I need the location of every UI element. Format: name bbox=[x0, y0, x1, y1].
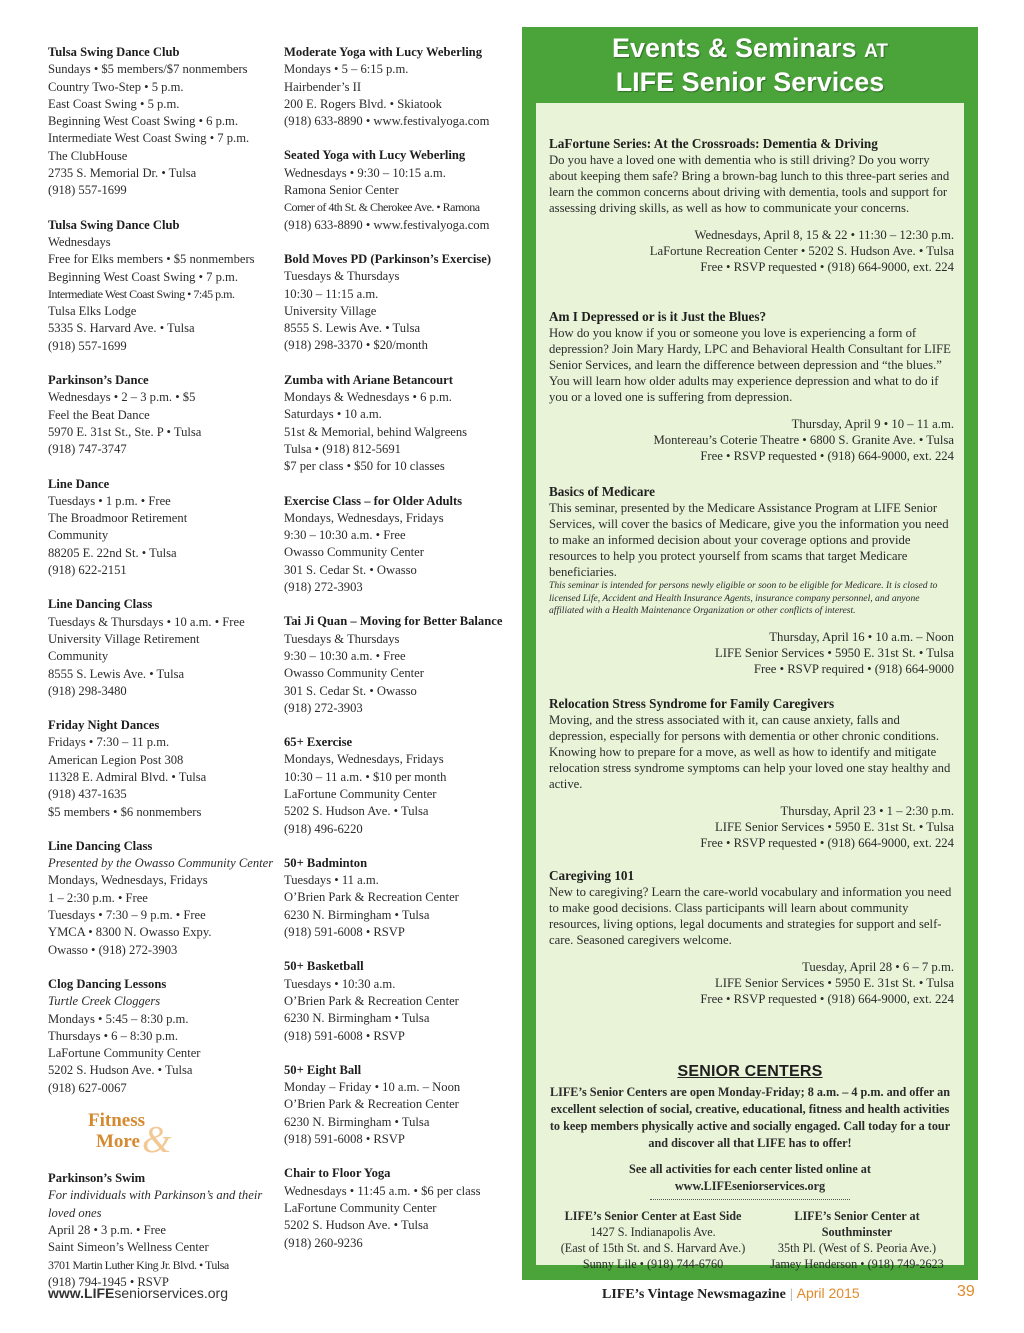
listing-line: Mondays & Wednesdays • 6 p.m. bbox=[284, 390, 452, 405]
listing-line: Ramona Senior Center bbox=[284, 183, 399, 198]
seminar-description: New to caregiving? Learn the care-world vocabulary and information you need to make good decisions. Class participants will learn about community resources, living options, legal documents and strategies for support and self-care. Seasoned caregivers welcome. bbox=[549, 885, 952, 947]
senior-centers-see-online bbox=[536, 1161, 964, 1195]
listing-line: YMCA • 8300 N. Owasso Expy. bbox=[48, 925, 212, 940]
seminar-detail-line: Free • RSVP requested • (918) 664-9000, ext. 224 bbox=[700, 992, 954, 1006]
listing-line: Tulsa • (918) 812-5691 bbox=[284, 441, 401, 456]
listing-line: Tuesdays • 11 a.m. bbox=[284, 873, 379, 888]
listing-line: (918) 437-1635 bbox=[48, 787, 127, 802]
listing-title: 65+ Exercise bbox=[284, 735, 353, 750]
listing-line: 6230 N. Birmingham • Tulsa bbox=[284, 1114, 430, 1129]
senior-centers-description: LIFE’s Senior Centers are open Monday-Friday; 8 a.m. – 4 p.m. and offer an excellent selection of social, creative, educational, fitness and health activities to keep members physically active and socially engaged. Call today for a tour and discover all that LIFE has to offer! bbox=[549, 1085, 951, 1150]
listing-line: Hairbender’s II bbox=[284, 79, 362, 94]
listing-line: Mondays, Wednesdays, Fridays bbox=[284, 752, 444, 767]
listing-line: Owasso Community Center bbox=[284, 666, 424, 681]
seminar-description: Do you have a loved one with dementia who is still driving? Do you worry about keeping them safe? Bring a brown-bag lunch to this three-part series and learn the common concerns about driving with dementia, tools and support for assessing driving skills, as well as how to communicate your concerns. bbox=[549, 153, 950, 215]
listing-line: University Village bbox=[284, 303, 377, 318]
listing-line: 200 E. Rogers Blvd. • Skiatook bbox=[284, 96, 442, 111]
listing-line: Feel the Beat Dance bbox=[48, 407, 150, 422]
seminar-detail-line: Free • RSVP required • (918) 664-9000 bbox=[753, 661, 954, 676]
listing-entry bbox=[284, 613, 514, 717]
see-online-url: www.LIFEseniorservices.org bbox=[674, 1179, 826, 1193]
listing-entry bbox=[284, 44, 514, 130]
listing-title: Zumba with Ariane Betancourt bbox=[284, 372, 453, 387]
seminar-detail-line: Tuesday, April 28 • 6 – 7 p.m. bbox=[802, 960, 954, 974]
seminar-item bbox=[549, 867, 954, 1007]
listing-line: Sundays • $5 members/$7 nonmembers bbox=[48, 62, 248, 77]
listing-subtitle: For individuals with Parkinson’s and their loved ones bbox=[48, 1188, 263, 1220]
listing-line: 5202 S. Hudson Ave. • Tulsa bbox=[284, 1218, 429, 1233]
listing-line: (918) 298-3370 • $20/month bbox=[284, 338, 428, 353]
listing-line: 51st & Memorial, behind Walgreens bbox=[284, 424, 468, 439]
listing-line: (918) 557-1699 bbox=[48, 338, 127, 353]
listing-title: Line Dancing Class bbox=[48, 838, 153, 853]
listing-line: Fridays • 7:30 – 11 p.m. bbox=[48, 735, 170, 750]
seminar-title: LaFortune Series: At the Crossroads: Dementia & Driving bbox=[549, 136, 878, 151]
listing-entry bbox=[48, 596, 276, 700]
listing-line: Tuesdays & Thursdays bbox=[284, 631, 400, 646]
listing-entry bbox=[48, 976, 276, 1097]
seminar-item bbox=[549, 695, 954, 851]
listing-line: Beginning West Coast Swing • 6 p.m. bbox=[48, 114, 238, 129]
listing-line: Wednesdays • 11:45 a.m. • $6 per class bbox=[284, 1183, 481, 1198]
listing-line: 301 S. Cedar St. • Owasso bbox=[284, 683, 417, 698]
listing-title: Seated Yoga with Lucy Weberling bbox=[284, 148, 466, 163]
listing-title: Bold Moves PD (Parkinson’s Exercise) bbox=[284, 251, 492, 266]
listing-line: (918) 747-3747 bbox=[48, 442, 127, 457]
listing-line: Wednesdays bbox=[48, 234, 111, 249]
listings-column-1 bbox=[48, 44, 276, 1308]
seminar-detail-line: Wednesdays, April 8, 15 & 22 • 11:30 – 12:30 p.m. bbox=[694, 228, 954, 242]
seminar-item bbox=[549, 483, 954, 677]
seminar-description: Moving, and the stress associated with it, can cause anxiety, falls and depression, especially for persons with dementia or other chronic conditions. Knowing how to prepare for a move, as well as how to identify and mitigate relocation stress syndrome symptoms can help your loved one stay healthy and active. bbox=[549, 713, 951, 791]
listing-line: Tuesdays • 7:30 – 9 p.m. • Free bbox=[48, 908, 206, 923]
listing-entry bbox=[284, 251, 514, 355]
listing-line: $5 members • $6 nonmembers bbox=[48, 804, 202, 819]
seminar-detail-line: Thursday, April 23 • 1 – 2:30 p.m. bbox=[780, 804, 954, 818]
seminar-details bbox=[549, 416, 954, 464]
fitness-heading-line1: Fitness bbox=[88, 1110, 145, 1132]
listing-title: Line Dancing Class bbox=[48, 597, 153, 612]
footer-publication bbox=[602, 1285, 860, 1303]
listing-line: Monday – Friday • 10 a.m. – Noon bbox=[284, 1080, 461, 1095]
seminar-detail-line: Free • RSVP requested • (918) 664-9000, ext. 224 bbox=[700, 449, 954, 463]
listing-title: 50+ Basketball bbox=[284, 959, 364, 974]
listing-line: (918) 633-8890 • www.festivalyoga.com bbox=[284, 114, 490, 129]
listing-line: Mondays • 5:45 – 8:30 p.m. bbox=[48, 1011, 189, 1026]
events-title-line1: Events & Seminars bbox=[611, 33, 857, 63]
listing-title: Chair to Floor Yoga bbox=[284, 1166, 391, 1181]
seminar-detail-line: Free • RSVP requested • (918) 664-9000, ext. 224 bbox=[700, 260, 954, 274]
listing-line: Intermediate West Coast Swing • 7 p.m. bbox=[48, 131, 250, 146]
seminar-detail-line: Free • RSVP requested • (918) 664-9000, ext. 224 bbox=[700, 836, 954, 850]
listing-entry bbox=[284, 493, 514, 597]
footer-separator: | bbox=[789, 1287, 793, 1302]
seminar-item bbox=[549, 308, 954, 464]
listing-entry bbox=[48, 476, 276, 580]
center-line: 35th Pl. (West of S. Peoria Ave.) bbox=[777, 1241, 937, 1255]
listing-line: O’Brien Park & Recreation Center bbox=[284, 890, 459, 905]
listing-entry bbox=[284, 855, 514, 941]
listing-line: American Legion Post 308 bbox=[48, 752, 184, 767]
listing-line: O’Brien Park & Recreation Center bbox=[284, 1097, 459, 1112]
listing-line: (918) 298-3480 bbox=[48, 683, 127, 698]
listing-title: Exercise Class – for Older Adults bbox=[284, 493, 463, 508]
listing-entry bbox=[48, 838, 276, 959]
listing-line: University Village Retirement bbox=[48, 631, 200, 646]
seminar-title: Am I Depressed or is it Just the Blues? bbox=[549, 309, 767, 324]
footer-url-rest: seniorservices.org bbox=[114, 1285, 228, 1301]
seminar-details bbox=[549, 629, 954, 677]
listing-subtitle: Turtle Creek Cloggers bbox=[48, 994, 161, 1009]
listing-line: Mondays, Wednesdays, Fridays bbox=[48, 873, 208, 888]
listing-line: Mondays, Wednesdays, Fridays bbox=[284, 510, 444, 525]
listing-line: (918) 627-0067 bbox=[48, 1080, 127, 1095]
listing-line: 8555 S. Lewis Ave. • Tulsa bbox=[284, 321, 421, 336]
listing-line: (918) 794-1945 • RSVP bbox=[48, 1274, 169, 1289]
listing-title: 50+ Eight Ball bbox=[284, 1062, 362, 1077]
seminar-description: This seminar, presented by the Medicare Assistance Program at LIFE Senior Services, will cover the basics of Medicare, give you the information you need to make an informed decision about your coverage options and provide resources to help you protect yourself from scams that target Medicare beneficiaries. bbox=[549, 501, 949, 579]
seminar-title: Relocation Stress Syndrome for Family Caregivers bbox=[549, 696, 835, 711]
listing-entry bbox=[48, 717, 276, 821]
center-title: LIFE’s Senior Center at East Side bbox=[564, 1209, 742, 1223]
listing-line: Saint Simeon’s Wellness Center bbox=[48, 1240, 209, 1255]
listing-line: 11328 E. Admiral Blvd. • Tulsa bbox=[48, 769, 207, 784]
center-east-side bbox=[558, 1208, 748, 1272]
listing-line: (918) 591-6008 • RSVP bbox=[284, 1028, 405, 1043]
see-online-text: See all activities for each center listed online at bbox=[629, 1162, 871, 1176]
listing-line: Wednesdays • 2 – 3 p.m. • $5 bbox=[48, 390, 196, 405]
seminar-detail-line: Thursday, April 9 • 10 – 11 a.m. bbox=[791, 417, 954, 431]
listing-line: 5202 S. Hudson Ave. • Tulsa bbox=[284, 804, 429, 819]
fitness-heading-line2: More bbox=[96, 1131, 140, 1153]
listing-title: Moderate Yoga with Lucy Weberling bbox=[284, 45, 482, 59]
center-line: (East of 15th St. and S. Harvard Ave.) bbox=[560, 1241, 746, 1255]
seminar-detail-line: LIFE Senior Services • 5950 E. 31st St. • Tulsa bbox=[714, 645, 954, 660]
listing-line: LaFortune Community Center bbox=[48, 1046, 201, 1061]
listing-entry bbox=[48, 372, 276, 458]
listing-line: LaFortune Community Center bbox=[284, 786, 437, 801]
seminar-detail-line: LIFE Senior Services • 5950 E. 31st St. • Tulsa bbox=[714, 976, 954, 990]
footer-url-bold: www.LIFE bbox=[48, 1285, 115, 1301]
listing-line: (918) 622-2151 bbox=[48, 563, 127, 578]
publication-name: LIFE’s Vintage Newsmagazine bbox=[602, 1287, 786, 1302]
listing-line: 301 S. Cedar St. • Owasso bbox=[284, 562, 417, 577]
center-line: Jamey Henderson • (918) 749-2623 bbox=[770, 1257, 944, 1271]
ampersand-glyph: & bbox=[142, 1119, 172, 1162]
listing-line: Community bbox=[48, 649, 109, 664]
center-title: LIFE’s Senior Center at Southminster bbox=[794, 1209, 920, 1239]
events-panel bbox=[536, 103, 964, 1271]
listing-line: 8555 S. Lewis Ave. • Tulsa bbox=[48, 666, 185, 681]
listing-line: (918) 260-9236 bbox=[284, 1235, 363, 1250]
center-line: 1427 S. Indianapolis Ave. bbox=[590, 1225, 716, 1239]
listing-line: Saturdays • 10 a.m. bbox=[284, 407, 382, 422]
seminar-details bbox=[549, 227, 954, 275]
listing-subtitle: Presented by the Owasso Community Center bbox=[48, 856, 274, 871]
listing-line: (918) 272-3903 bbox=[284, 580, 363, 595]
seminar-description: How do you know if you or someone you love is experiencing a form of depression? Join Mary Hardy, LPC and Behavioral Health Consultant for LIFE Senior Services, and learn the difference between depression and “the blues.” You will learn how older adults may experience depression and what to do if you or a loved one is suffering from depression. bbox=[549, 326, 951, 404]
fitness-more-heading bbox=[48, 1110, 276, 1164]
seminar-details bbox=[549, 803, 954, 851]
listing-title: Parkinson’s Dance bbox=[48, 373, 149, 388]
listing-entry bbox=[284, 1165, 514, 1251]
page-number: 39 bbox=[957, 1283, 975, 1300]
listing-line: 6230 N. Birmingham • Tulsa bbox=[284, 1011, 430, 1026]
listing-entry bbox=[48, 1170, 276, 1291]
seminar-details bbox=[549, 959, 954, 1007]
events-title bbox=[522, 33, 978, 98]
listing-entry bbox=[48, 217, 276, 355]
senior-centers-heading: SENIOR CENTERS bbox=[677, 1063, 823, 1080]
listing-line: East Coast Swing • 5 p.m. bbox=[48, 96, 180, 111]
seminar-detail-line: LIFE Senior Services • 5950 E. 31st St. • Tulsa bbox=[714, 820, 954, 834]
listing-line: Tuesdays • 1 p.m. • Free bbox=[48, 493, 171, 508]
seminar-eligibility-note: This seminar is intended for persons newly eligible or soon to be eligible for Medicare. It is closed to licensed Life, Accident and Health Insurance Agents, insurance company personnel, and anyone affiliated with a Health Maintenance Organization or other conflicts of interest. bbox=[549, 580, 938, 616]
listing-line: Community bbox=[48, 528, 109, 543]
listing-line: Country Two-Step • 5 p.m. bbox=[48, 79, 184, 94]
issue-date: April 2015 bbox=[796, 1285, 860, 1301]
listing-line: 2735 S. Memorial Dr. • Tulsa bbox=[48, 166, 197, 181]
listing-line: (918) 496-6220 bbox=[284, 821, 363, 836]
center-southminster bbox=[762, 1208, 952, 1272]
listing-line: 10:30 – 11:15 a.m. bbox=[284, 286, 379, 301]
listing-entry bbox=[284, 372, 514, 476]
listing-title: Parkinson’s Swim bbox=[48, 1171, 146, 1186]
listing-line: 5970 E. 31st St., Ste. P • Tulsa bbox=[48, 424, 202, 439]
listing-line: (918) 272-3903 bbox=[284, 700, 363, 715]
listing-line: (918) 591-6008 • RSVP bbox=[284, 1132, 405, 1147]
seminar-title: Caregiving 101 bbox=[549, 868, 635, 883]
footer-website[interactable] bbox=[48, 1285, 228, 1301]
listing-line: 9:30 – 10:30 a.m. • Free bbox=[284, 648, 406, 663]
listing-line: LaFortune Community Center bbox=[284, 1200, 437, 1215]
seminar-item bbox=[549, 135, 954, 275]
listing-entry bbox=[284, 147, 514, 233]
listing-line: Tuesdays & Thursdays bbox=[284, 269, 400, 284]
listing-line: Mondays • 5 – 6:15 p.m. bbox=[284, 62, 409, 77]
listings-column-2 bbox=[284, 44, 514, 1269]
listing-line: Wednesdays • 9:30 – 10:15 a.m. bbox=[284, 165, 446, 180]
listing-entry bbox=[48, 44, 276, 200]
dotted-divider bbox=[650, 1199, 850, 1200]
listing-line: Tuesdays • 10:30 a.m. bbox=[284, 976, 396, 991]
listing-title: 50+ Badminton bbox=[284, 855, 368, 870]
listing-line: Owasso • (918) 272-3903 bbox=[48, 942, 178, 957]
seminar-detail-line: Thursday, April 16 • 10 a.m. – Noon bbox=[769, 629, 954, 644]
listing-line: 88205 E. 22nd St. • Tulsa bbox=[48, 545, 177, 560]
seminar-title: Basics of Medicare bbox=[549, 484, 655, 499]
events-seminars-box bbox=[522, 27, 978, 1280]
listing-line: Thursdays • 6 – 8:30 p.m. bbox=[48, 1028, 178, 1043]
listing-line: The ClubHouse bbox=[48, 148, 128, 163]
listing-line: 6230 N. Birmingham • Tulsa bbox=[284, 907, 430, 922]
listing-entry bbox=[284, 734, 514, 838]
listing-line: Owasso Community Center bbox=[284, 545, 424, 560]
seminar-detail-line: Montereau’s Coterie Theatre • 6800 S. Granite Ave. • Tulsa bbox=[653, 433, 954, 447]
listing-line: April 28 • 3 p.m. • Free bbox=[48, 1222, 166, 1237]
listing-entry bbox=[284, 1062, 514, 1148]
listing-line: O’Brien Park & Recreation Center bbox=[284, 993, 459, 1008]
listing-title: Tulsa Swing Dance Club bbox=[48, 45, 180, 59]
center-line: Sunny Lile • (918) 744-6760 bbox=[582, 1257, 724, 1271]
listing-line: Tulsa Elks Lodge bbox=[48, 304, 137, 319]
center-list bbox=[536, 1208, 964, 1278]
listing-line: (918) 557-1699 bbox=[48, 183, 127, 198]
listing-line: 1 – 2:30 p.m. • Free bbox=[48, 890, 148, 905]
listing-line: Beginning West Coast Swing • 7 p.m. bbox=[48, 269, 238, 284]
listing-line: Corner of 4th St. & Cherokee Ave. • Ramona bbox=[284, 200, 480, 215]
listing-line: Free for Elks members • $5 nonmembers bbox=[48, 252, 255, 267]
seminar-detail-line: LaFortune Recreation Center • 5202 S. Hudson Ave. • Tulsa bbox=[649, 244, 954, 258]
listing-title: Line Dance bbox=[48, 476, 110, 491]
listing-line: $7 per class • $50 for 10 classes bbox=[284, 459, 445, 474]
listing-title: Tai Ji Quan – Moving for Better Balance bbox=[284, 614, 503, 629]
listing-title: Clog Dancing Lessons bbox=[48, 976, 167, 991]
listing-title: Tulsa Swing Dance Club bbox=[48, 217, 180, 232]
listing-line: (918) 633-8890 • www.festivalyoga.com bbox=[284, 217, 490, 232]
listing-line: The Broadmoor Retirement bbox=[48, 511, 188, 526]
listing-line: 3701 Martin Luther King Jr. Blvd. • Tulsa bbox=[48, 1257, 229, 1272]
listing-entry bbox=[284, 958, 514, 1044]
listing-line: Intermediate West Coast Swing • 7:45 p.m. bbox=[48, 286, 235, 301]
listing-title: Friday Night Dances bbox=[48, 718, 160, 733]
senior-centers bbox=[536, 1063, 964, 1278]
listing-line: 9:30 – 10:30 a.m. • Free bbox=[284, 528, 406, 543]
listing-line: 5335 S. Harvard Ave. • Tulsa bbox=[48, 321, 195, 336]
listing-line: (918) 591-6008 • RSVP bbox=[284, 925, 405, 940]
listing-line: 5202 S. Hudson Ave. • Tulsa bbox=[48, 1063, 193, 1078]
listing-line: 10:30 – 11 a.m. • $10 per month bbox=[284, 769, 447, 784]
events-title-line2: LIFE Senior Services bbox=[615, 67, 885, 97]
events-title-at: AT bbox=[864, 41, 889, 62]
listing-line: Tuesdays & Thursdays • 10 a.m. • Free bbox=[48, 614, 245, 629]
